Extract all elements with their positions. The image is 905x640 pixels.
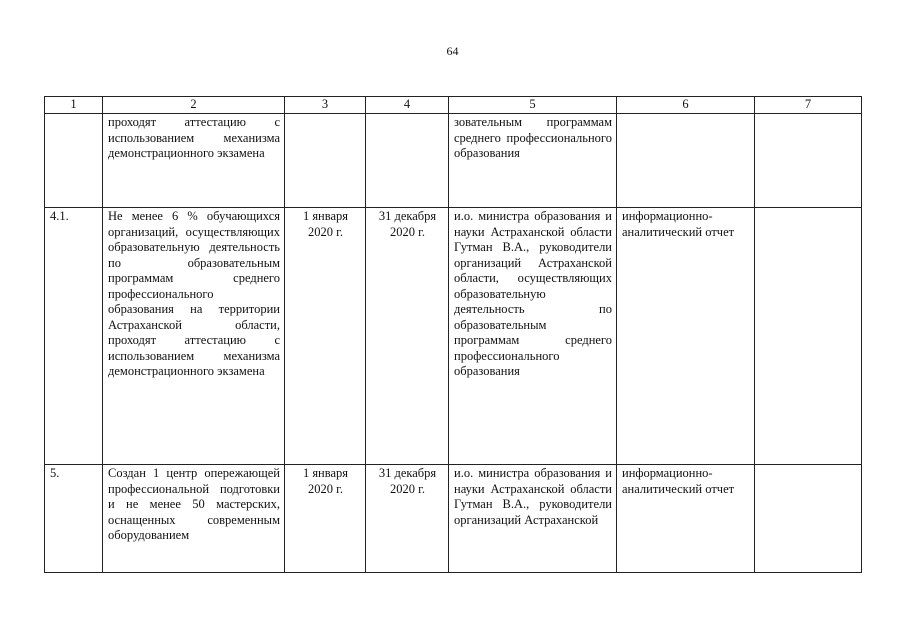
- header-cell-2: 2: [103, 97, 285, 114]
- row-number: [45, 114, 103, 208]
- end-date: [366, 114, 449, 208]
- start-date: 1 января 2020 г.: [285, 465, 366, 573]
- header-cell-3: 3: [285, 97, 366, 114]
- table-row: [45, 114, 862, 208]
- header-cell-7: 7: [755, 97, 862, 114]
- page-number: 64: [446, 44, 459, 58]
- start-date: 1 января 2020 г.: [285, 208, 366, 465]
- start-date: [285, 114, 366, 208]
- row-number: 4.1.: [45, 208, 103, 465]
- measure-text: проходят аттестацию с использованием механизма демонстрационного экзамена: [103, 114, 285, 208]
- measure-text: Не менее 6 % обучающихся организаций, осуществляющих образовательную деятельность по образовательным программам среднего профессионального образования на территории Астраханской области, проходят аттестацию с использованием механизма демонстрационного экзамена: [103, 208, 285, 465]
- row-number: 5.: [45, 465, 103, 573]
- report-type: информационно-аналитический отчет: [617, 465, 755, 573]
- header-cell-5: 5: [449, 97, 617, 114]
- plan-table: [44, 96, 862, 573]
- measure-text: Создан 1 центр опережающей профессиональной подготовки и не менее 50 мастерских, оснащенных современным оборудованием: [103, 465, 285, 573]
- responsible-persons: и.о. министра образования и науки Астраханской области Гутман В.А., руководители организаций Астраханской: [449, 465, 617, 573]
- table-row: [45, 465, 862, 573]
- end-date: 31 декабря 2020 г.: [366, 208, 449, 465]
- header-cell-6: 6: [617, 97, 755, 114]
- report-type: информационно-аналитический отчет: [617, 208, 755, 465]
- header-row: [45, 97, 862, 114]
- report-type: [617, 114, 755, 208]
- note: [755, 465, 862, 573]
- end-date: 31 декабря 2020 г.: [366, 465, 449, 573]
- note: [755, 114, 862, 208]
- responsible-persons: зовательным программам среднего профессионального образования: [449, 114, 617, 208]
- header-cell-1: 1: [45, 97, 103, 114]
- note: [755, 208, 862, 465]
- table-row: [45, 208, 862, 465]
- responsible-persons: и.о. министра образования и науки Астраханской области Гутман В.А., руководители организаций Астраханской области, осуществляющих образовательную деятельность по образовательным программам среднего профессионального образования: [449, 208, 617, 465]
- header-cell-4: 4: [366, 97, 449, 114]
